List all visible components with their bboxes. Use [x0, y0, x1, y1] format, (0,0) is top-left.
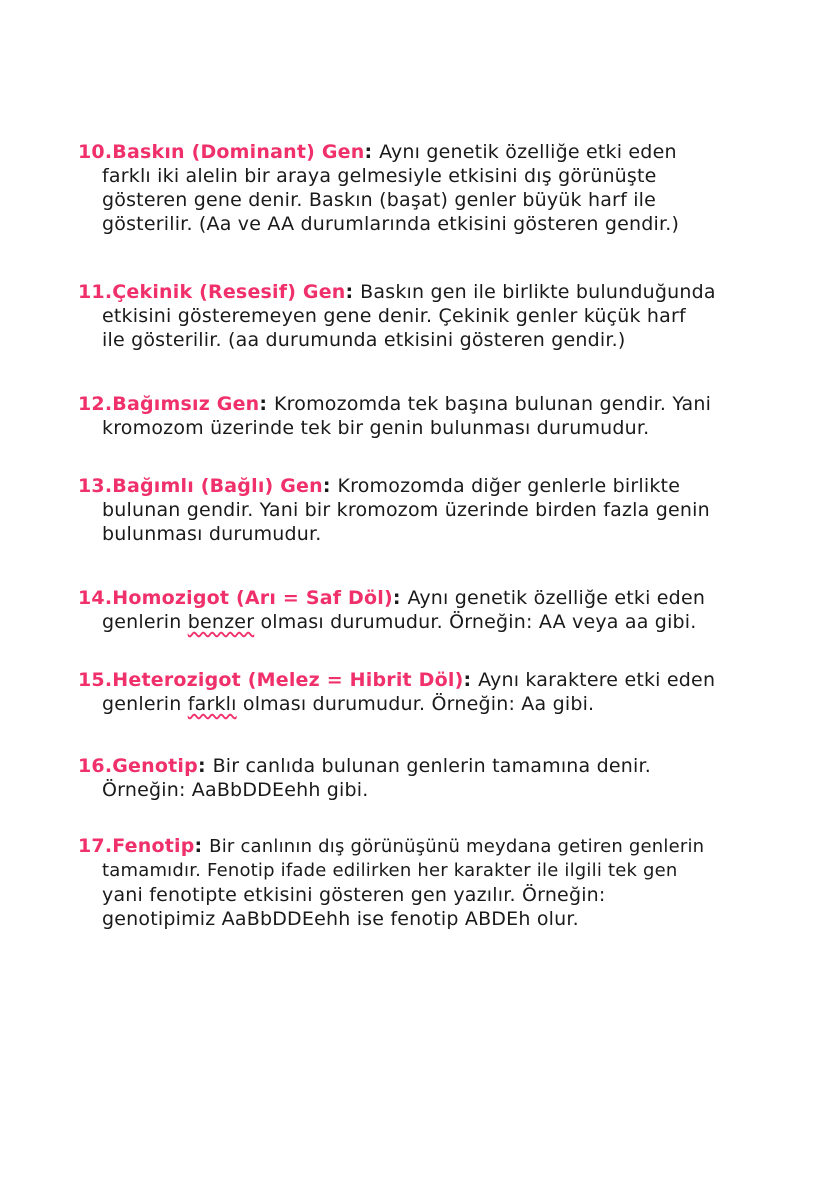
entry-text: bulunan gendir. Yani bir kromozom üzerinde birden fazla genin	[102, 499, 710, 521]
entry-text: genotipimiz AaBbDDEehh ise fenotip ABDEh olur.	[102, 908, 579, 930]
entry-dominant-gene: 10.Baskın (Dominant) Gen: Aynı genetik özelliğe etki eden farklı iki alelin bir araya gelmesiyle etkisini dış görünüşte gösteren gene denir. Baskın (başat) genler büyük harf ile gösterilir. (Aa ve AA durumlarında etkisini gösteren gendir.)	[78, 141, 680, 235]
entry-text: Kromozomda tek başına bulunan gendir. Yani	[274, 393, 712, 415]
entry-number: 12.	[78, 393, 113, 415]
entry-term: Bağımlı (Bağlı) Gen	[112, 475, 323, 497]
entry-text: Aynı karaktere etki eden	[478, 669, 716, 691]
entry-number: 14.	[78, 587, 113, 609]
entry-term: Bağımsız Gen	[112, 393, 260, 415]
entry-text: Baskın gen ile birlikte bulunduğunda	[360, 281, 716, 303]
entry-text: Kromozomda diğer genlerle birlikte	[337, 475, 681, 497]
entry-text: kromozom üzerinde tek bir genin bulunması durumudur.	[102, 417, 650, 439]
entry-term: Baskın (Dominant) Gen	[112, 141, 365, 163]
entry-text: farklı iki alelin bir araya gelmesiyle etkisini dış görünüşte	[102, 165, 657, 187]
entry-number: 10.	[78, 141, 113, 163]
entry-term: Fenotip	[112, 835, 195, 857]
entry-text: yani fenotipte etkisini gösteren gen yazılır. Örneğin:	[102, 884, 606, 906]
entry-number: 17.	[78, 835, 113, 857]
entry-term: Homozigot (Arı = Saf Döl)	[112, 587, 393, 609]
entry-text: Bir canlıda bulunan genlerin tamamına denir.	[212, 755, 652, 777]
entry-term: Çekinik (Resesif) Gen	[112, 281, 346, 303]
entry-term: Genotip	[112, 755, 198, 777]
entry-number: 11.	[78, 281, 113, 303]
entry-genotype: 16.Genotip: Bir canlıda bulunan genlerin tamamına denir. Örneğin: AaBbDDEehh gibi.	[78, 755, 652, 801]
entry-text: etkisini gösteremeyen gene denir. Çekinik genler küçük harf	[102, 305, 686, 327]
entry-heterozygous: 15.Heterozigot (Melez = Hibrit Döl): Aynı karaktere etki eden genlerin farklı olması durumudur. Örneğin: Aa gibi.	[78, 669, 716, 715]
entry-text: Örneğin: AaBbDDEehh gibi.	[102, 779, 369, 801]
entry-number: 13.	[78, 475, 113, 497]
entry-number: 15.	[78, 669, 113, 691]
entry-text: Aynı genetik özelliğe etki eden	[379, 141, 677, 163]
underlined-word: farklı	[187, 693, 237, 715]
entry-text: bulunması durumudur.	[102, 523, 322, 545]
entry-text: gösterilir. (Aa ve AA durumlarında etkisini gösteren gendir.)	[102, 213, 680, 235]
entry-number: 16.	[78, 755, 113, 777]
entry-text: Aynı genetik özelliğe etki eden	[407, 587, 706, 609]
entry-recessive-gene: 11.Çekinik (Resesif) Gen: Baskın gen ile birlikte bulunduğunda etkisini gösteremeyen gene denir. Çekinik genler küçük harf ile gösterilir. (aa durumunda etkisini gösteren gendir.)	[78, 281, 716, 351]
entry-independent-gene: 12.Bağımsız Gen: Kromozomda tek başına bulunan gendir. Yani kromozom üzerinde tek bir genin bulunması durumudur.	[78, 393, 712, 439]
entry-text: ile gösterilir. (aa durumunda etkisini gösteren gendir.)	[102, 329, 626, 351]
entry-phenotype: 17.Fenotip: Bir canlının dış görünüşünü meydana getiren genlerin tamamıdır. Fenotip ifade edilirken her karakter ile ilgili tek gen yani fenotipte etkisini gösteren gen yazılır. Örneğin: genotipimiz AaBbDDEehh ise fenotip ABDEh olur.	[78, 835, 705, 930]
entry-text: Bir canlının dış görünüşünü meydana getiren genlerin	[209, 836, 705, 857]
entry-text: gösteren gene denir. Baskın (başat) genler büyük harf ile	[102, 189, 657, 211]
entry-homozygous: 14.Homozigot (Arı = Saf Döl): Aynı genetik özelliğe etki eden genlerin benzer olması durumudur. Örneğin: AA veya aa gibi.	[78, 587, 706, 633]
entry-linked-gene: 13.Bağımlı (Bağlı) Gen: Kromozomda diğer genlerle birlikte bulunan gendir. Yani bir kromozom üzerinde birden fazla genin bulunması durumudur.	[78, 475, 710, 545]
entry-text: tamamıdır. Fenotip ifade edilirken her karakter ile ilgili tek gen	[102, 860, 678, 881]
entry-term: Heterozigot (Melez = Hibrit Döl)	[112, 669, 464, 691]
underlined-word: benzer	[187, 611, 255, 633]
entry-text: genlerin benzer olması durumudur. Örneğin: AA veya aa gibi.	[102, 611, 697, 633]
entry-text: genlerin farklı olması durumudur. Örneğin: Aa gibi.	[102, 693, 595, 715]
